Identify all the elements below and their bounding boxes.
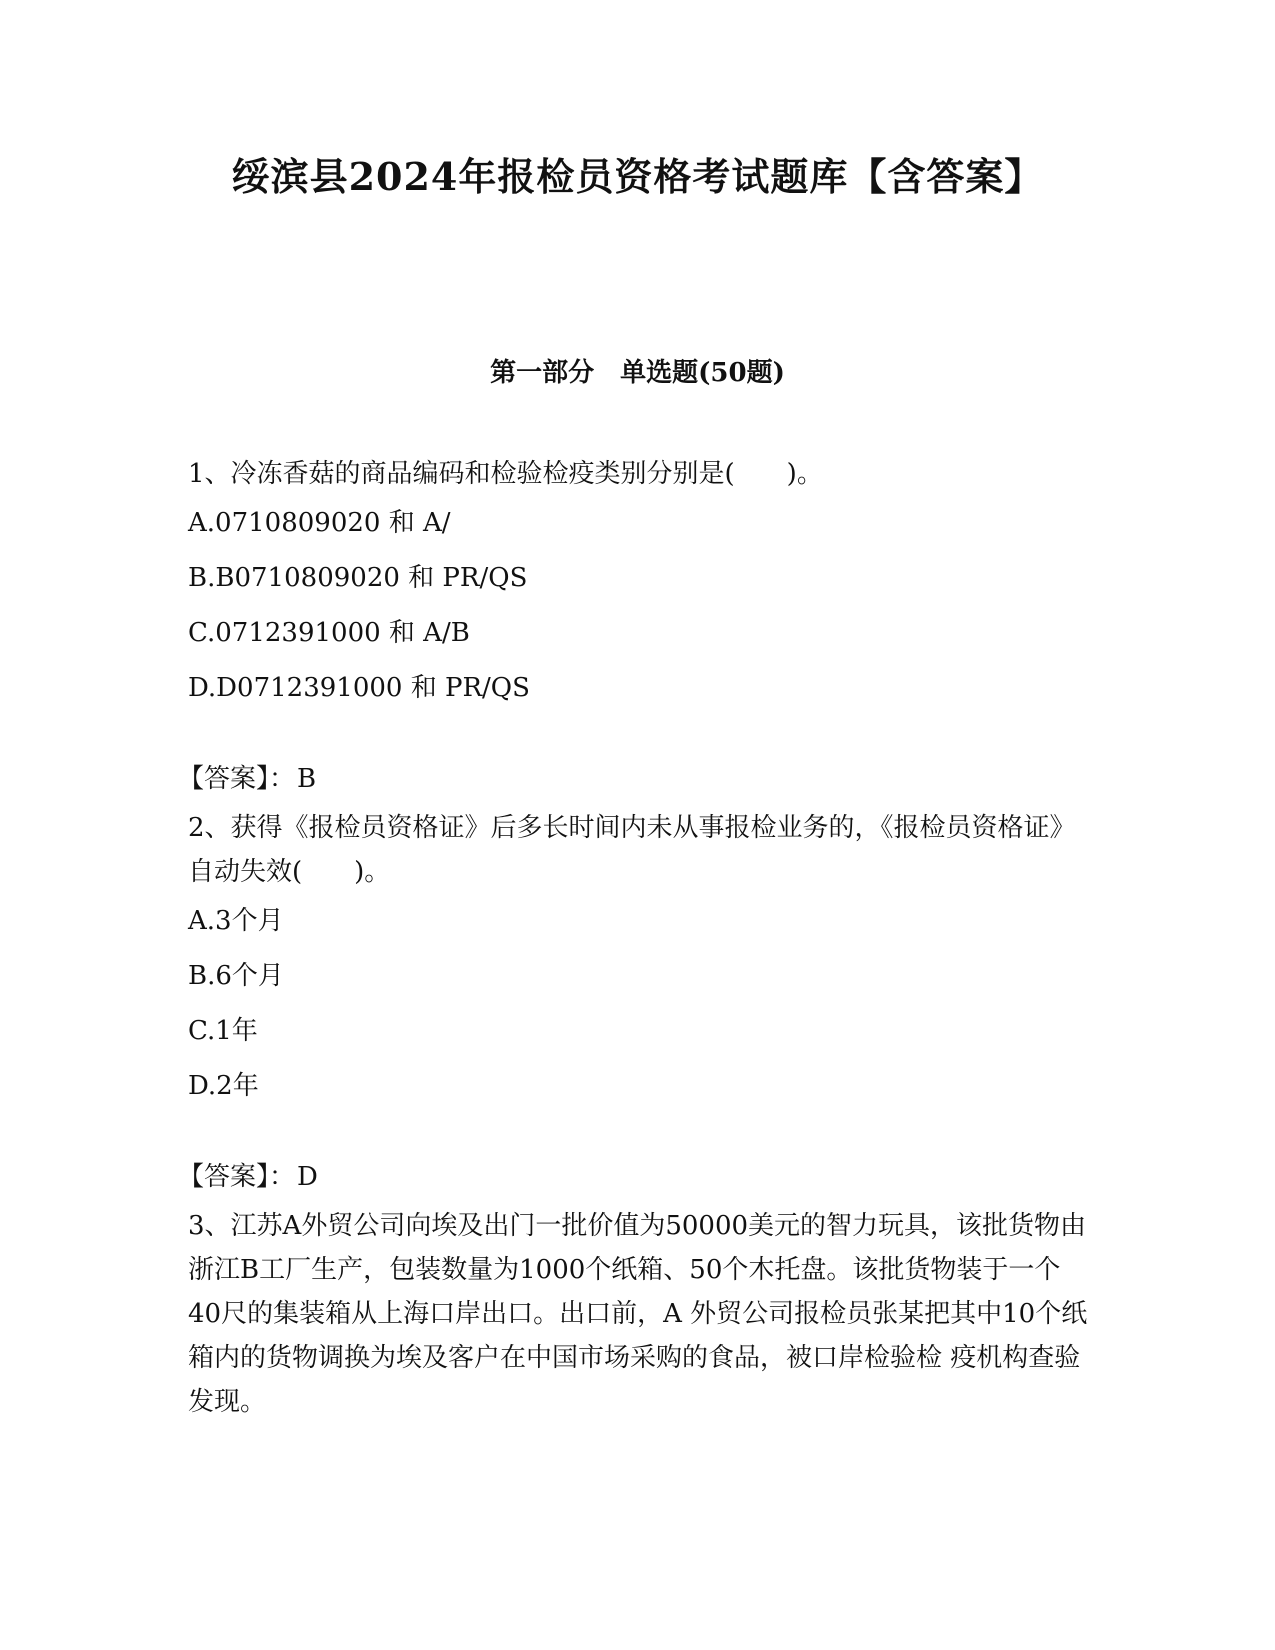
document-title: 绥滨县2024年报检员资格考试题库【含答案】: [231, 154, 1044, 199]
answer-line: [178, 1160, 1088, 1194]
option-b: B.B0710809020 和 PR/QS: [188, 563, 528, 593]
answer-line: [178, 762, 1088, 796]
option-c: C.1年: [188, 1016, 258, 1046]
option-c: C.0712391000 和 A/B: [188, 618, 470, 648]
question-stem: 2、获得《报检员资格证》后多长时间内未从事报检业务的，《报检员资格证》自动失效( )。: [188, 813, 1076, 887]
option-d: D.D0712391000 和 PR/QS: [188, 673, 530, 703]
question-stem: 1、冷冻香菇的商品编码和检验检疫类别分别是( )。: [188, 459, 823, 489]
answer-label: 【答案】：: [178, 764, 296, 794]
question-3: [188, 1204, 1088, 1424]
option-a: A.0710809020 和 A/: [188, 508, 451, 538]
option-d: D.2年: [188, 1071, 259, 1101]
question-stem: 3、江苏A外贸公司向埃及出门一批价值为50000美元的智力玩具，该批货物由浙江B工厂生产，包装数量为1000个纸箱、50个木托盘。该批货物装于一个40尺的集装箱从上海口岸出口。出口前，A 外贸公司报检员张某把其中10个纸箱内的货物调换为埃及客户在中国市场采购的食品，被口岸检验检 疫机构查验发现。: [188, 1211, 1088, 1417]
option-b: B.6个月: [188, 961, 284, 991]
answer-label: 【答案】：: [178, 1162, 296, 1192]
question-2: [178, 806, 1088, 1194]
answer-value: D: [297, 1162, 318, 1192]
option-a: A.3个月: [188, 906, 284, 936]
question-list: [178, 452, 1088, 1434]
question-1: [178, 452, 1088, 796]
answer-value: B: [297, 764, 317, 794]
section-title: 第一部分 单选题(50题): [490, 358, 785, 388]
